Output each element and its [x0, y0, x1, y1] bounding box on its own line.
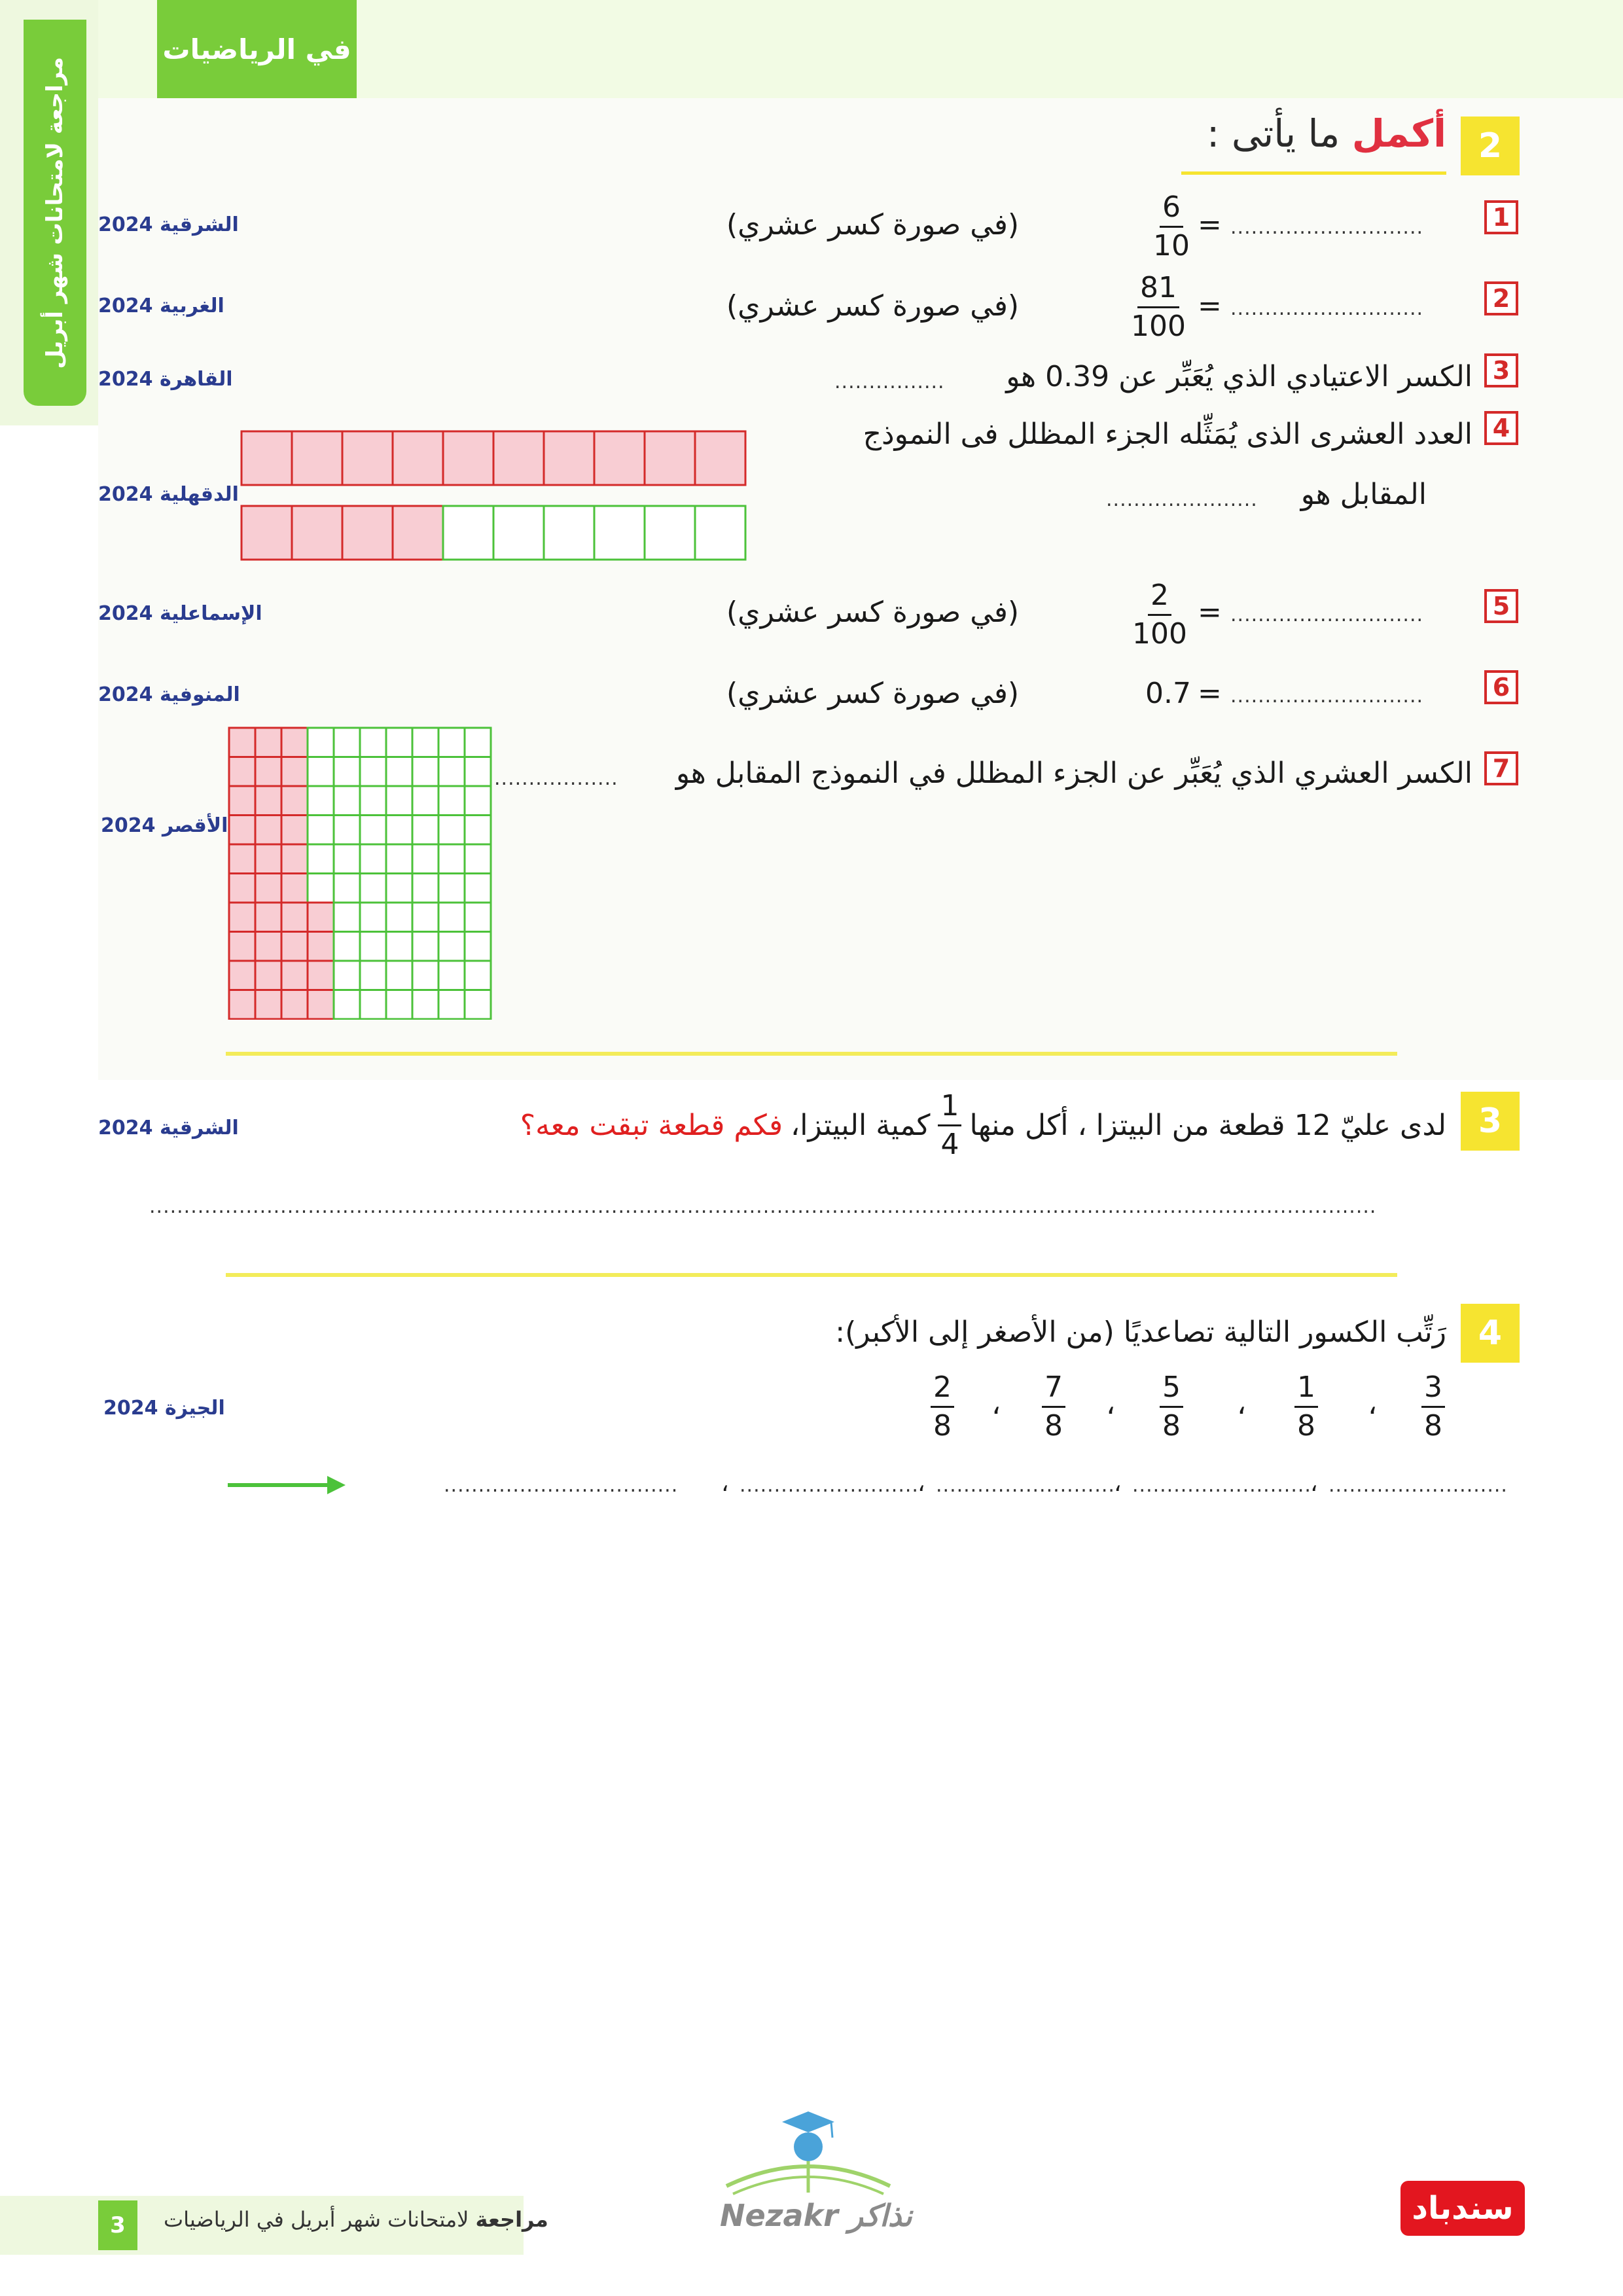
question-4-reference: الجيزة 2024 [103, 1397, 225, 1420]
item-2-hint: (في صورة كسر عشري) [726, 289, 1020, 323]
shaded-cell [544, 431, 594, 485]
unshaded-cell [438, 786, 465, 816]
q4-fraction-4-numerator: 7 [1042, 1373, 1065, 1408]
unshaded-cell [360, 903, 386, 932]
shaded-cell [281, 961, 308, 990]
item-5-hint: (في صورة كسر عشري) [726, 596, 1020, 629]
unshaded-cell [386, 990, 412, 1020]
q4-comma: ، [1237, 1388, 1247, 1421]
item-1-numerator: 6 [1160, 193, 1183, 228]
unshaded-cell [465, 874, 491, 903]
item-5-answer-dots: ............................ [1230, 603, 1424, 626]
shaded-cell [308, 990, 334, 1020]
hundred-grid-model [228, 726, 492, 1020]
unshaded-cell [360, 728, 386, 757]
q4-fraction-3-numerator: 5 [1160, 1373, 1183, 1408]
shaded-cell [308, 903, 334, 932]
unshaded-cell [334, 844, 360, 874]
unshaded-cell [334, 757, 360, 787]
unshaded-cell [386, 786, 412, 816]
unshaded-cell [308, 728, 334, 757]
item-1-fraction [1153, 190, 1190, 262]
question-3-question: فكم قطعة تبقت معه؟ [520, 1109, 783, 1142]
unshaded-cell [412, 990, 438, 1020]
unshaded-cell [465, 932, 491, 961]
question-3-fraction [938, 1089, 961, 1161]
section-title: في الرياضيات [157, 0, 357, 98]
shaded-cell [255, 728, 281, 757]
shaded-cell [255, 990, 281, 1020]
question-2-title-bold: أكمل [1351, 111, 1446, 156]
shaded-cell [255, 844, 281, 874]
footer-text [164, 2207, 548, 2232]
question-3-badge: 3 [1461, 1092, 1520, 1151]
separator-line [226, 1052, 1397, 1056]
item-3-text: الكسر الاعتيادي الذي يُعَبِّر عن 0.39 هو [1006, 360, 1472, 393]
side-label-strip [24, 20, 86, 406]
shaded-cell [308, 961, 334, 990]
shaded-cell [255, 903, 281, 932]
shaded-cell [229, 816, 255, 845]
item-7-reference: الأقصر 2024 [101, 814, 228, 837]
question-3-reference: الشرقية 2024 [98, 1117, 239, 1139]
unshaded-cell [360, 990, 386, 1020]
item-1-reference: الشرقية 2024 [98, 213, 239, 236]
item-5-number: 5 [1484, 589, 1518, 623]
item-5-fraction [1132, 581, 1187, 649]
unshaded-cell [438, 874, 465, 903]
brand-logo: سندباد [1400, 2181, 1525, 2236]
unshaded-cell [334, 874, 360, 903]
unshaded-cell [443, 506, 493, 560]
shaded-cell [229, 990, 255, 1020]
item-1-equals: = [1198, 208, 1222, 242]
unshaded-cell [544, 506, 594, 560]
unshaded-cell [308, 844, 334, 874]
shaded-cell [393, 506, 443, 560]
item-1-denominator: 10 [1153, 229, 1190, 262]
shaded-cell [645, 431, 695, 485]
question-3-answer-dots: .................................................................................................................................................................................. [149, 1195, 1377, 1218]
item-3-reference: القاهرة 2024 [98, 368, 233, 391]
shaded-cell [281, 816, 308, 845]
item-5-equals: = [1198, 596, 1222, 629]
decimal-strip-model [240, 429, 747, 562]
item-7-number: 7 [1484, 751, 1518, 785]
q4-answer-comma: ، [918, 1470, 925, 1497]
shaded-cell [695, 431, 745, 485]
q4-fraction-1 [1421, 1373, 1445, 1441]
unshaded-cell [308, 786, 334, 816]
shaded-cell [342, 506, 393, 560]
logo-text: Nezakr نذاكر [720, 2198, 912, 2233]
unshaded-cell [438, 990, 465, 1020]
item-6-reference: المنوفية 2024 [98, 683, 240, 706]
shaded-cell [229, 961, 255, 990]
q4-answer-blank-5[interactable]: .................................. [444, 1474, 679, 1497]
unshaded-cell [412, 844, 438, 874]
unshaded-cell [386, 961, 412, 990]
unshaded-cell [360, 816, 386, 845]
q4-answer-comma: ، [721, 1470, 729, 1497]
direction-arrow-line [228, 1483, 329, 1487]
item-6-hint: (في صورة كسر عشري) [726, 677, 1020, 710]
q4-fraction-3 [1160, 1373, 1183, 1441]
item-6-number: 6 [1484, 670, 1518, 704]
question-2-badge: 2 [1461, 117, 1520, 175]
unshaded-cell [465, 757, 491, 787]
footer-text-bold: مراجعة [475, 2207, 548, 2232]
q4-fraction-4 [1042, 1373, 1065, 1441]
q4-fraction-3-denominator: 8 [1162, 1409, 1181, 1443]
item-3-number: 3 [1484, 353, 1518, 387]
question-2-title-rest: ما يأتى : [1206, 111, 1340, 156]
unshaded-cell [695, 506, 745, 560]
unshaded-cell [412, 961, 438, 990]
question-3-denominator: 4 [940, 1128, 959, 1161]
unshaded-cell [594, 506, 645, 560]
shaded-cell [281, 728, 308, 757]
item-2-fraction [1131, 271, 1186, 343]
item-4-reference: الدقهلية 2024 [98, 483, 239, 506]
item-4-number: 4 [1484, 411, 1518, 445]
unshaded-cell [465, 786, 491, 816]
unshaded-cell [334, 728, 360, 757]
q4-answer-comma: ، [1114, 1470, 1122, 1497]
unshaded-cell [465, 844, 491, 874]
q4-comma: ، [1106, 1388, 1116, 1421]
unshaded-cell [412, 757, 438, 787]
shaded-cell [493, 431, 544, 485]
shaded-cell [281, 932, 308, 961]
unshaded-cell [386, 932, 412, 961]
shaded-cell [255, 961, 281, 990]
unshaded-cell [360, 844, 386, 874]
unshaded-cell [412, 816, 438, 845]
item-1-hint: (في صورة كسر عشري) [726, 208, 1020, 242]
item-4-text-line1: العدد العشرى الذى يُمَثِّله الجزء المظلل فى النموذج [863, 418, 1472, 451]
q4-fraction-5-denominator: 8 [933, 1409, 952, 1443]
q4-fraction-5-numerator: 2 [931, 1373, 954, 1408]
item-7-text: الكسر العشري الذي يُعَبِّر عن الجزء المظلل في النموذج المقابل هو [675, 757, 1472, 790]
unshaded-cell [412, 932, 438, 961]
item-1-number: 1 [1484, 200, 1518, 234]
unshaded-cell [645, 506, 695, 560]
unshaded-cell [308, 757, 334, 787]
unshaded-cell [438, 961, 465, 990]
unshaded-cell [438, 816, 465, 845]
item-2-denominator: 100 [1131, 310, 1186, 343]
unshaded-cell [334, 786, 360, 816]
shaded-cell [393, 431, 443, 485]
shaded-cell [255, 786, 281, 816]
unshaded-cell [386, 844, 412, 874]
q4-fraction-4-denominator: 8 [1044, 1409, 1063, 1443]
q4-answer-comma: ، [1310, 1470, 1318, 1497]
q4-comma: ، [1368, 1388, 1378, 1421]
unshaded-cell [465, 816, 491, 845]
shaded-cell [281, 757, 308, 787]
unshaded-cell [386, 757, 412, 787]
shaded-cell [229, 903, 255, 932]
unshaded-cell [386, 903, 412, 932]
q4-answer-blank-2[interactable]: .......................... [1132, 1474, 1311, 1497]
unshaded-cell [465, 728, 491, 757]
unshaded-cell [438, 844, 465, 874]
shaded-cell [308, 932, 334, 961]
shaded-cell [255, 757, 281, 787]
shaded-cell [229, 728, 255, 757]
unshaded-cell [438, 903, 465, 932]
shaded-cell [281, 990, 308, 1020]
shaded-cell [281, 844, 308, 874]
shaded-cell [241, 431, 292, 485]
unshaded-cell [438, 757, 465, 787]
unshaded-cell [360, 932, 386, 961]
q4-fraction-2 [1294, 1373, 1318, 1441]
shaded-cell [229, 874, 255, 903]
q4-answer-blank-4[interactable]: .......................... [740, 1474, 919, 1497]
unshaded-cell [308, 874, 334, 903]
shaded-cell [281, 874, 308, 903]
page-number: 3 [98, 2200, 137, 2250]
item-6-equals: = [1198, 677, 1222, 710]
item-2-number: 2 [1484, 281, 1518, 315]
unshaded-cell [493, 506, 544, 560]
item-2-equals: = [1198, 289, 1222, 323]
shaded-cell [292, 431, 342, 485]
separator-line [226, 1273, 1397, 1277]
question-3-text-part1: لدى عليّ 12 قطعة من البيتزا ، أكل منها [969, 1109, 1446, 1142]
shaded-cell [443, 431, 493, 485]
unshaded-cell [412, 903, 438, 932]
q4-answer-blank-1[interactable]: .......................... [1329, 1474, 1508, 1497]
shaded-cell [255, 874, 281, 903]
question-3-numerator: 1 [938, 1092, 961, 1126]
shaded-cell [255, 932, 281, 961]
unshaded-cell [386, 816, 412, 845]
shaded-cell [281, 786, 308, 816]
item-2-numerator: 81 [1137, 274, 1179, 308]
shaded-cell [229, 844, 255, 874]
question-4-badge: 4 [1461, 1304, 1520, 1363]
item-3-answer-dots: ................ [834, 370, 945, 393]
item-6-value: 0.7 [1145, 677, 1191, 710]
unshaded-cell [334, 961, 360, 990]
q4-fraction-2-denominator: 8 [1297, 1409, 1315, 1443]
item-7-answer-dots: .................. [494, 767, 618, 790]
shaded-cell [255, 816, 281, 845]
item-5-numerator: 2 [1148, 581, 1171, 616]
item-5-denominator: 100 [1132, 617, 1187, 651]
unshaded-cell [438, 728, 465, 757]
q4-fraction-5 [931, 1373, 954, 1441]
unshaded-cell [334, 932, 360, 961]
unshaded-cell [360, 786, 386, 816]
unshaded-cell [386, 874, 412, 903]
shaded-cell [229, 932, 255, 961]
item-4-text-line2: المقابل هو [1300, 478, 1427, 511]
unshaded-cell [334, 816, 360, 845]
unshaded-cell [412, 874, 438, 903]
question-3-text-part2: كمية البيتزا، [791, 1109, 931, 1142]
item-6-answer-dots: ............................ [1230, 685, 1424, 708]
q4-answer-blank-3[interactable]: .......................... [936, 1474, 1115, 1497]
unshaded-cell [465, 990, 491, 1020]
unshaded-cell [334, 990, 360, 1020]
shaded-cell [241, 506, 292, 560]
question-3-statement [484, 1089, 1446, 1161]
item-5-reference: الإسماعلية 2024 [98, 602, 262, 625]
q4-fraction-2-numerator: 1 [1294, 1373, 1318, 1408]
shaded-cell [229, 786, 255, 816]
question-2-title [1178, 111, 1446, 156]
shaded-cell [229, 757, 255, 787]
unshaded-cell [334, 903, 360, 932]
unshaded-cell [360, 757, 386, 787]
unshaded-cell [386, 728, 412, 757]
shaded-cell [342, 431, 393, 485]
unshaded-cell [465, 903, 491, 932]
unshaded-cell [412, 728, 438, 757]
shaded-cell [292, 506, 342, 560]
unshaded-cell [360, 961, 386, 990]
unshaded-cell [360, 874, 386, 903]
item-4-answer-dots: ...................... [1106, 488, 1258, 511]
footer-text-rest: لامتحانات شهر أبريل في الرياضيات [164, 2207, 469, 2232]
unshaded-cell [308, 816, 334, 845]
q4-fraction-1-numerator: 3 [1421, 1373, 1445, 1408]
item-2-reference: الغربية 2024 [98, 295, 224, 317]
unshaded-cell [465, 961, 491, 990]
q4-comma: ، [991, 1388, 1001, 1421]
question-4-text: رَتِّب الكسور التالية تصاعديًا (من الأصغر إلى الأكبر): [835, 1316, 1446, 1349]
shaded-cell [594, 431, 645, 485]
side-label: مراجعة لامتحانات شهر أبريل [42, 56, 68, 369]
question-2-underline [1181, 171, 1446, 175]
shaded-cell [281, 903, 308, 932]
item-2-answer-dots: ............................ [1230, 297, 1424, 320]
item-1-answer-dots: ............................ [1230, 216, 1424, 239]
arrow-right-icon [327, 1476, 346, 1494]
q4-fraction-1-denominator: 8 [1424, 1409, 1442, 1443]
unshaded-cell [438, 932, 465, 961]
unshaded-cell [412, 786, 438, 816]
book-graduate-icon [713, 2108, 903, 2206]
